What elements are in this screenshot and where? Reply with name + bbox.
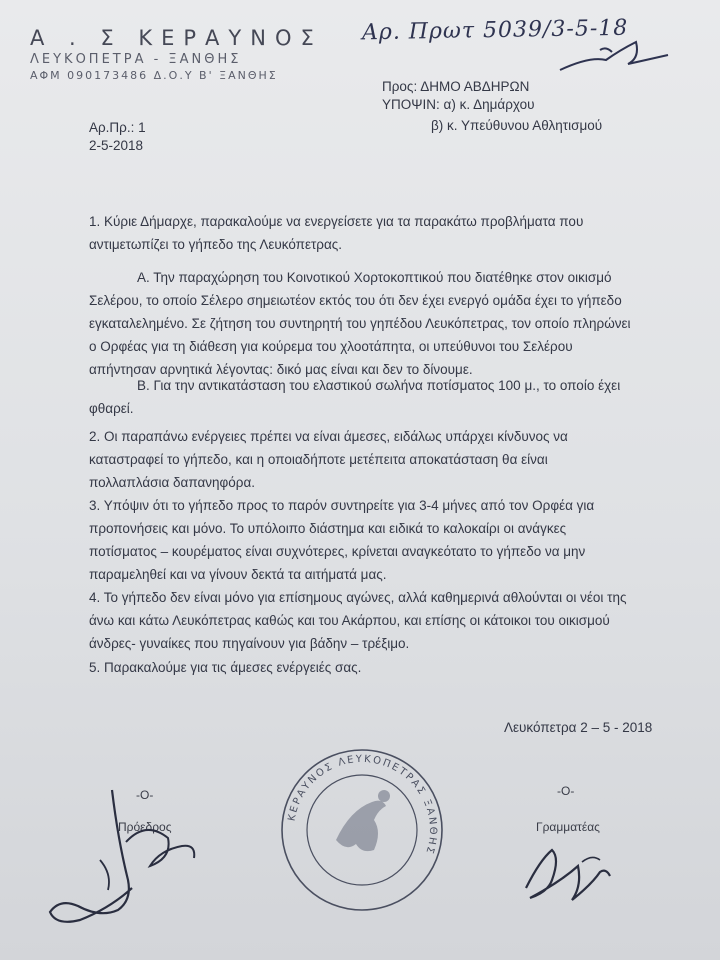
text-line: ο Ορφέας για τη διάθεση για κούρεμα του χλοοτάπητα, οι υπεύθυνοι του Σελέρου — [89, 339, 573, 354]
text-line: φθαρεί. — [89, 401, 134, 416]
secretary-mark: -Ο- — [557, 784, 575, 798]
text-line: απήντησαν αρνητικά λέγοντας: δικό μας είναι και δεν το δίνουμε. — [89, 362, 473, 377]
text-line: καταστραφεί το γήπεδο, και η οποιαδήποτε μετέπειτα αποκατάσταση θα είναι — [89, 452, 548, 467]
text-line: εγκαταλελημένο. Σε ζήτηση του συντηρητή του γηπέδου Λευκόπετρας, τον οποίο πληρώνει — [89, 316, 631, 331]
org-place: ΛΕΥΚΟΠΕΤΡΑ - ΞΑΝΘΗΣ — [30, 52, 242, 67]
text-line: αντιμετωπίζει το γήπεδο της Λευκόπετρας. — [89, 237, 343, 252]
text-line: παραμεληθεί και να γίνουν δεκτά τα αιτήματά μας. — [89, 567, 387, 582]
text-line: 3. Υπόψιν ότι το γήπεδο προς το παρόν συντηρείτε για 3-4 μήνες από τον Ορφέα για — [89, 498, 595, 513]
recipient-attn-sports: β) κ. Υπεύθυνου Αθλητισμού — [431, 118, 603, 133]
org-tax-info: ΑΦΜ 090173486 Δ.Ο.Υ Β' ΞΑΝΘΗΣ — [30, 69, 278, 82]
org-name: Α . Σ ΚΕΡΑΥΝΟΣ — [30, 26, 323, 50]
place-and-date: Λευκόπετρα 2 – 5 - 2018 — [504, 720, 653, 735]
text-line: 2. Οι παραπάνω ενέργειες πρέπει να είναι άμεσες, ειδάλως υπάρχει κίνδυνος να — [89, 429, 568, 444]
secretary-label: Γραμματέας — [536, 820, 600, 834]
text-line: Β. Για την αντικατάσταση του ελαστικού σωλήνα ποτίσματος 100 μ., το οποίο έχει — [137, 378, 621, 393]
stamp-text: ΚΕΡΑΥΝΟΣ ΛΕΥΚΟΠΕΤΡΑΣ ΞΑΝΘΗΣ — [286, 753, 439, 857]
text-line: άνδρες- γυναίκες που πηγαίνουν για βάδην – τρέξιμο. — [89, 636, 410, 651]
handwritten-protocol-number: Αρ. Πρωτ 5039/3-5-18 — [361, 15, 629, 46]
text-line: Σελέρου, το οποίο Σέλερο σημειωτέον εκτός του ότι δεν έχει ενεργό ομάδα έχει το γήπεδο — [89, 293, 622, 308]
text-line: Α. Την παραχώρηση του Κοινοτικού Χορτοκοπτικού που διατέθηκε στον οικισμό — [137, 270, 612, 285]
text-line: πολλαπλάσια δαπανηφόρα. — [89, 475, 256, 490]
recipient-to: Προς: ΔΗΜΟ ΑΒΔΗΡΩΝ — [382, 79, 530, 94]
recipient-attn-mayor: ΥΠΟΨΙΝ: α) κ. Δημάρχου — [382, 97, 535, 112]
text-line: 1. Κύριε Δήμαρχε, παρακαλούμε να ενεργείσετε για τα παρακάτω προβλήματα που — [89, 214, 584, 229]
text-line: προπονήσεις και μόνο. Το υπόλοιπο διάστημα και ειδικά το καλοκαίρι οι ανάγκες — [89, 521, 567, 536]
text-line: 5. Παρακαλούμε για τις άμεσες ενέργειές σας. — [89, 660, 362, 675]
text-line: 4. Το γήπεδο δεν είναι μόνο για επίσημους αγώνες, αλλά καθημερινά αθλούνται οι νέοι της — [89, 590, 627, 605]
protocol-number: Αρ.Πρ.: 1 — [89, 120, 146, 135]
president-label: Πρόεδρος — [118, 820, 172, 834]
text-line: άνω και κάτω Λευκόπετρας καθώς και του Ακάρπου, και επίσης οι κάτοικοι του οικισμού — [89, 613, 610, 628]
text-line: ποτίσματος – κουρέματος είναι συχνότερες, κρίνεται αναγκεότατο το γήπεδο να μην — [89, 544, 586, 559]
letter-date: 2-5-2018 — [89, 138, 144, 153]
president-mark: -Ο- — [136, 788, 154, 802]
